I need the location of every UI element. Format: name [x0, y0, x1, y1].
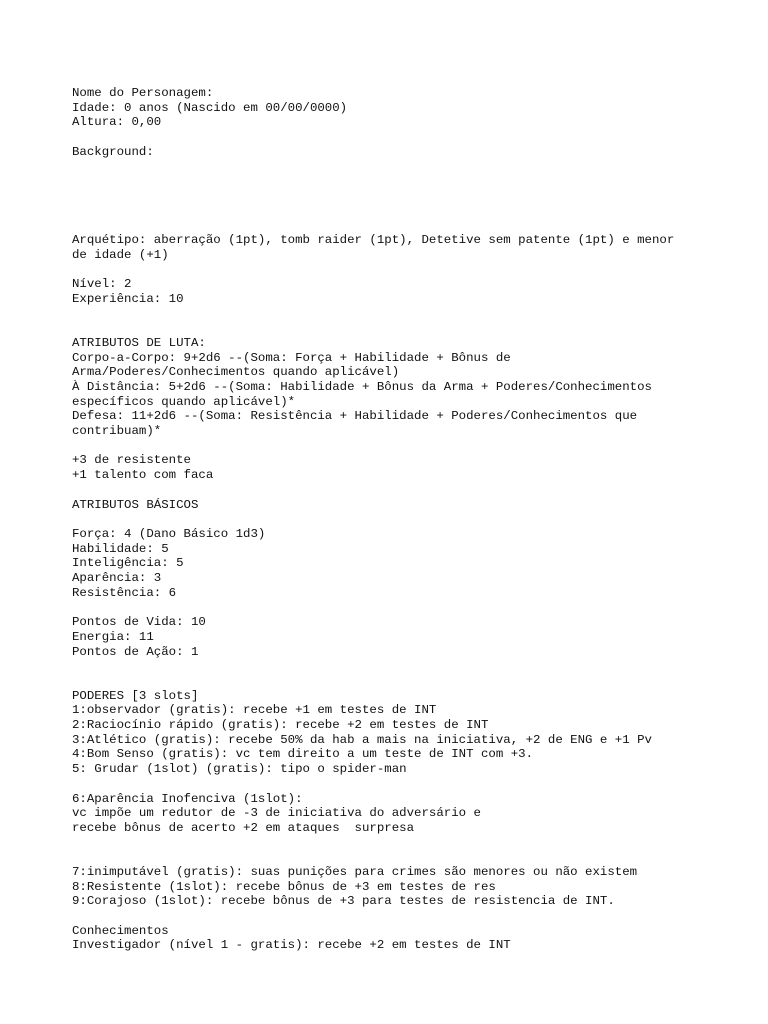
- text-line: específicos quando aplicável)*: [72, 394, 296, 409]
- text-line: recebe bônus de acerto +2 em ataques surpresa: [72, 820, 415, 835]
- blank-line: [72, 218, 712, 233]
- text-line: +1 talento com faca: [72, 468, 214, 483]
- text-line: 4:Bom Senso (gratis): vc tem direito a um teste de INT com +3.: [72, 747, 534, 762]
- text-line: Energia: 11: [72, 629, 154, 644]
- text-line: 5: Grudar (1slot) (gratis): tipo o spider-man: [72, 762, 407, 777]
- blank-line: [72, 306, 712, 321]
- blank-line: [72, 600, 712, 615]
- blank-line: [72, 483, 712, 498]
- text-line: 8:Resistente (1slot): recebe bônus de +3 em testes de res: [72, 879, 496, 894]
- text-line: 1:observador (gratis): recebe +1 em testes de INT: [72, 703, 437, 718]
- text-line: Inteligência: 5: [72, 556, 184, 571]
- text-line: contribuam)*: [72, 424, 162, 439]
- text-line: +3 de resistente: [72, 453, 191, 468]
- text-line: Corpo-a-Corpo: 9+2d6 --(Soma: Força + Habilidade + Bônus de: [72, 350, 511, 365]
- text-line: Arquétipo: aberração (1pt), tomb raider (1pt), Detetive sem patente (1pt) e menor: [72, 232, 675, 247]
- blank-line: [72, 189, 712, 204]
- text-line: Defesa: 11+2d6 --(Soma: Resistência + Habilidade + Poderes/Conhecimentos que: [72, 409, 638, 424]
- text-line: de idade (+1): [72, 247, 169, 262]
- text-line: Aparência: 3: [72, 571, 162, 586]
- blank-line: [72, 777, 712, 792]
- text-line: ATRIBUTOS BÁSICOS: [72, 497, 199, 512]
- text-line: Experiência: 10: [72, 291, 184, 306]
- text-line: 7:inimputável (gratis): suas punições para crimes são menores ou não existem: [72, 864, 638, 879]
- blank-line: [72, 836, 712, 851]
- blank-line: [72, 512, 712, 527]
- text-line: 9:Corajoso (1slot): recebe bônus de +3 para testes de resistencia de INT.: [72, 894, 615, 909]
- text-line: Pontos de Vida: 10: [72, 615, 206, 630]
- text-line: PODERES [3 slots]: [72, 688, 199, 703]
- text-line: Idade: 0 anos (Nascido em 00/00/0000): [72, 100, 348, 115]
- character-sheet-text: [72, 86, 712, 953]
- text-line: Arma/Poderes/Conhecimentos quando aplicável): [72, 365, 400, 380]
- text-line: Pontos de Ação: 1: [72, 644, 199, 659]
- blank-line: [72, 909, 712, 924]
- text-line: À Distância: 5+2d6 --(Soma: Habilidade + Bônus da Arma + Poderes/Conhecimentos: [72, 379, 652, 394]
- text-line: Conhecimentos: [72, 923, 169, 938]
- blank-line: [72, 160, 712, 175]
- blank-line: [72, 174, 712, 189]
- blank-line: [72, 321, 712, 336]
- text-line: vc impõe um redutor de -3 de iniciativa do adversário e: [72, 806, 481, 821]
- text-line: Habilidade: 5: [72, 541, 169, 556]
- text-line: 6:Aparência Inofenciva (1slot):: [72, 791, 303, 806]
- text-line: 2:Raciocínio rápido (gratis): recebe +2 em testes de INT: [72, 718, 489, 732]
- blank-line: [72, 262, 712, 277]
- text-line: Nível: 2: [72, 277, 132, 292]
- blank-line: [72, 204, 712, 219]
- text-line: 3:Atlético (gratis): recebe 50% da hab a mais na iniciativa, +2 de ENG e +1 Pv: [72, 732, 652, 747]
- text-line: Nome do Personagem:: [72, 86, 214, 100]
- blank-line: [72, 850, 712, 865]
- text-line: Resistência: 6: [72, 585, 177, 600]
- blank-line: [72, 674, 712, 689]
- text-line: Background:: [72, 144, 154, 159]
- text-line: Força: 4 (Dano Básico 1d3): [72, 526, 266, 541]
- blank-line: [72, 439, 712, 454]
- blank-line: [72, 130, 712, 145]
- text-line: ATRIBUTOS DE LUTA:: [72, 335, 206, 350]
- text-line: Altura: 0,00: [72, 115, 162, 130]
- text-line: Investigador (nível 1 - gratis): recebe +2 em testes de INT: [72, 938, 511, 953]
- blank-line: [72, 659, 712, 674]
